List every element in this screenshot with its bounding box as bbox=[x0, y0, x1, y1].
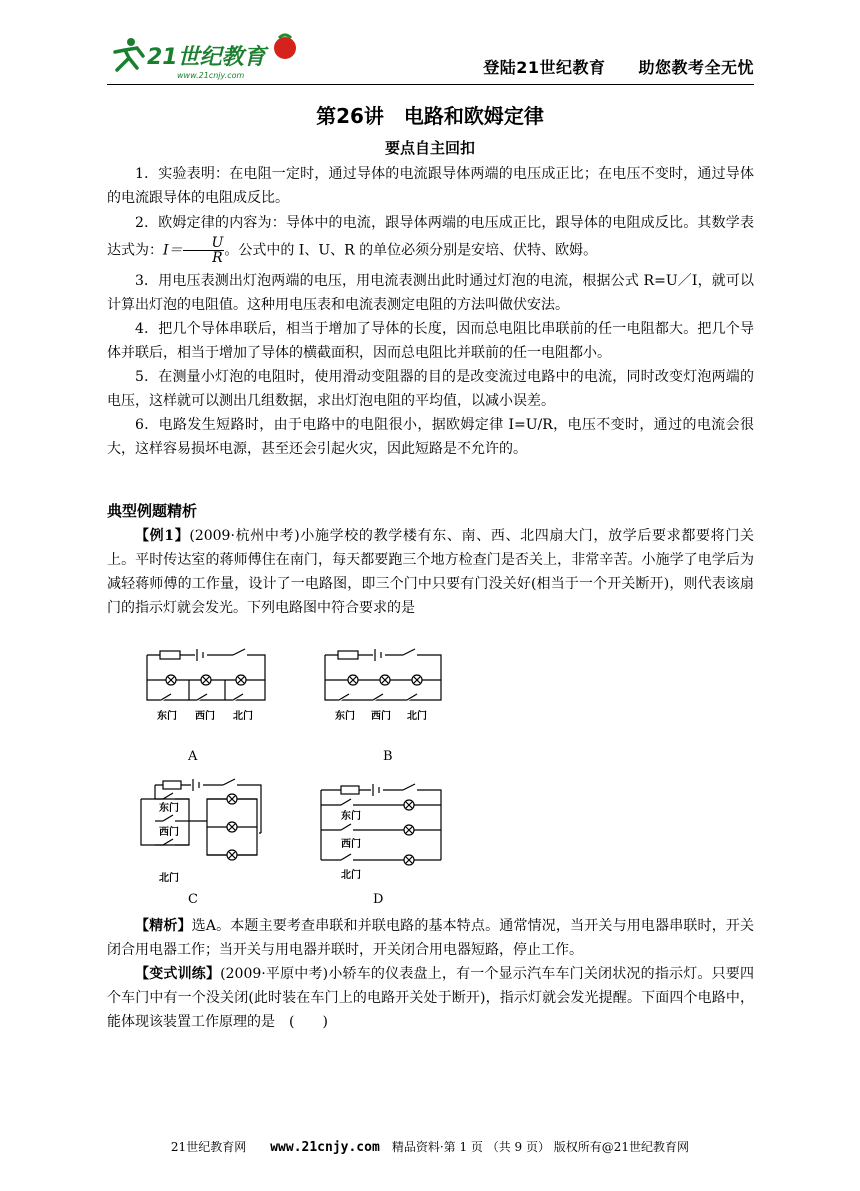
variant-tag: 【变式训练】 bbox=[135, 966, 221, 982]
formula-numerator: U bbox=[183, 236, 225, 251]
label-west-door: 西门 bbox=[371, 711, 391, 722]
point-1: 1．实验表明：在电阻一定时，通过导体的电流跟导体两端的电压成正比；在电压不变时，通过导体的电流跟导体的电阻成反比。 bbox=[107, 166, 754, 206]
point-5: 5．在测量小灯泡的电阻时，使用滑动变阻器的目的是改变流过电路中的电流，同时改变灯泡两端的电压，这样就可以测出几组数据，求出灯泡电阻的平均值，以减小误差。 bbox=[107, 369, 754, 409]
circuit-c bbox=[133, 775, 273, 885]
option-a-label: A bbox=[188, 749, 198, 764]
circuit-d bbox=[313, 770, 453, 885]
point-3: 3．用电压表测出灯泡两端的电压，用电流表测出此时通过灯泡的电流，根据公式 R=U／I，就可以计算出灯泡的电阻值。这种用电压表和电流表测定电阻的方法叫做伏安法。 bbox=[107, 273, 754, 313]
label-east-door: 东门 bbox=[335, 711, 355, 722]
logo-text: 21世纪教育 bbox=[147, 45, 266, 70]
label-east-door: 东门 bbox=[341, 811, 361, 822]
label-west-door: 西门 bbox=[159, 827, 179, 838]
option-d-label: D bbox=[373, 892, 384, 907]
formula-lhs: I＝ bbox=[163, 242, 183, 259]
option-b-label: B bbox=[383, 749, 393, 764]
label-north-door: 北门 bbox=[159, 873, 179, 884]
page-header bbox=[107, 28, 754, 85]
logo bbox=[107, 28, 307, 82]
point-6: 6．电路发生短路时，由于电路中的电阻很小，据欧姆定律 I=U/R，电压不变时，通过的电流会很大，这样容易损坏电源，甚至还会引起火灾，因此短路是不允许的。 bbox=[107, 417, 754, 457]
point-2-text: 2．欧姆定律的内容为：导体中的电流，跟导体两端的电压成正比，跟导体的电阻成反比。其数学表达式为： bbox=[107, 215, 754, 259]
analysis-tag: 【精析】 bbox=[135, 918, 192, 934]
analysis-text: 选A。本题主要考查串联和并联电路的基本特点。通常情况，当开关与用电器串联时，开关闭合用电器工作；当开关与用电器并联时，开关闭合用电器短路，停止工作。 bbox=[107, 918, 755, 958]
option-c-label: C bbox=[188, 892, 198, 907]
formula-fraction bbox=[183, 236, 225, 265]
circuit-a bbox=[135, 645, 275, 725]
example-text: (2009·杭州中考)小施学校的教学楼有东、南、西、北四扇大门，放学后要求都要将门关上。平时传达室的蒋师傅住在南门，每天都要跑三个地方检查门是否关上，非常辛苦。小施学了电学后为减轻蒋师傅的工作量，设计了一电路图，即三个门中只要有门没关好(相当于一个开关断开)，则代表该扇门的指示灯就会发光。下列电路图中符合要求的是 bbox=[107, 528, 754, 616]
slogan-left: 登陆21世纪教育 bbox=[483, 58, 606, 77]
label-east-door: 东门 bbox=[159, 803, 179, 814]
section-heading-examples: 典型例题精析 bbox=[107, 502, 198, 520]
example-tag: 【例1】 bbox=[135, 528, 190, 544]
section-heading-review: 要点自主回扣 bbox=[384, 139, 475, 157]
logo-url: www.21cnjy.com bbox=[177, 71, 245, 80]
footer-right: 精品资料·第 1 页 （共 9 页） 版权所有@21世纪教育网 bbox=[391, 1140, 690, 1154]
footer-left: 21世纪教育网 bbox=[170, 1140, 247, 1154]
point-2-units: 。公式中的 I、U、R 的单位必须分别是安培、伏特、欧姆。 bbox=[224, 242, 598, 259]
label-north-door: 北门 bbox=[341, 870, 361, 881]
header-slogan bbox=[483, 55, 754, 78]
variant-text: (2009·平原中考)小轿车的仪表盘上，有一个显示汽车车门关闭状况的指示灯。只要四个车门中有一个没关闭(此时装在车门上的电路开关处于断开)，指示灯就会发光提醒。下面四个电路中，能体现该装置工作原理的是 ( ) bbox=[107, 966, 754, 1030]
slogan-right: 助您教考全无忧 bbox=[638, 58, 754, 77]
label-west-door: 西门 bbox=[341, 839, 361, 850]
page-footer bbox=[0, 1138, 860, 1155]
point-2 bbox=[107, 210, 754, 265]
point-4: 4．把几个导体串联后，相当于增加了导体的长度，因而总电阻比串联前的任一电阻都大。把几个导体并联后，相当于增加了导体的横截面积，因而总电阻比并联前的任一电阻都小。 bbox=[107, 321, 754, 361]
footer-site-link[interactable]: www.21cnjy.com bbox=[270, 1140, 380, 1155]
circuit-b bbox=[313, 645, 453, 725]
example-1 bbox=[107, 524, 754, 620]
analysis bbox=[107, 914, 754, 1034]
formula-denominator: R bbox=[212, 250, 223, 266]
page-title: 第26讲 电路和欧姆定律 bbox=[316, 104, 544, 128]
label-east-door: 东门 bbox=[157, 711, 177, 722]
label-north-door: 北门 bbox=[233, 711, 253, 722]
label-west-door: 西门 bbox=[195, 711, 215, 722]
key-points bbox=[107, 162, 754, 461]
label-north-door: 北门 bbox=[407, 711, 427, 722]
